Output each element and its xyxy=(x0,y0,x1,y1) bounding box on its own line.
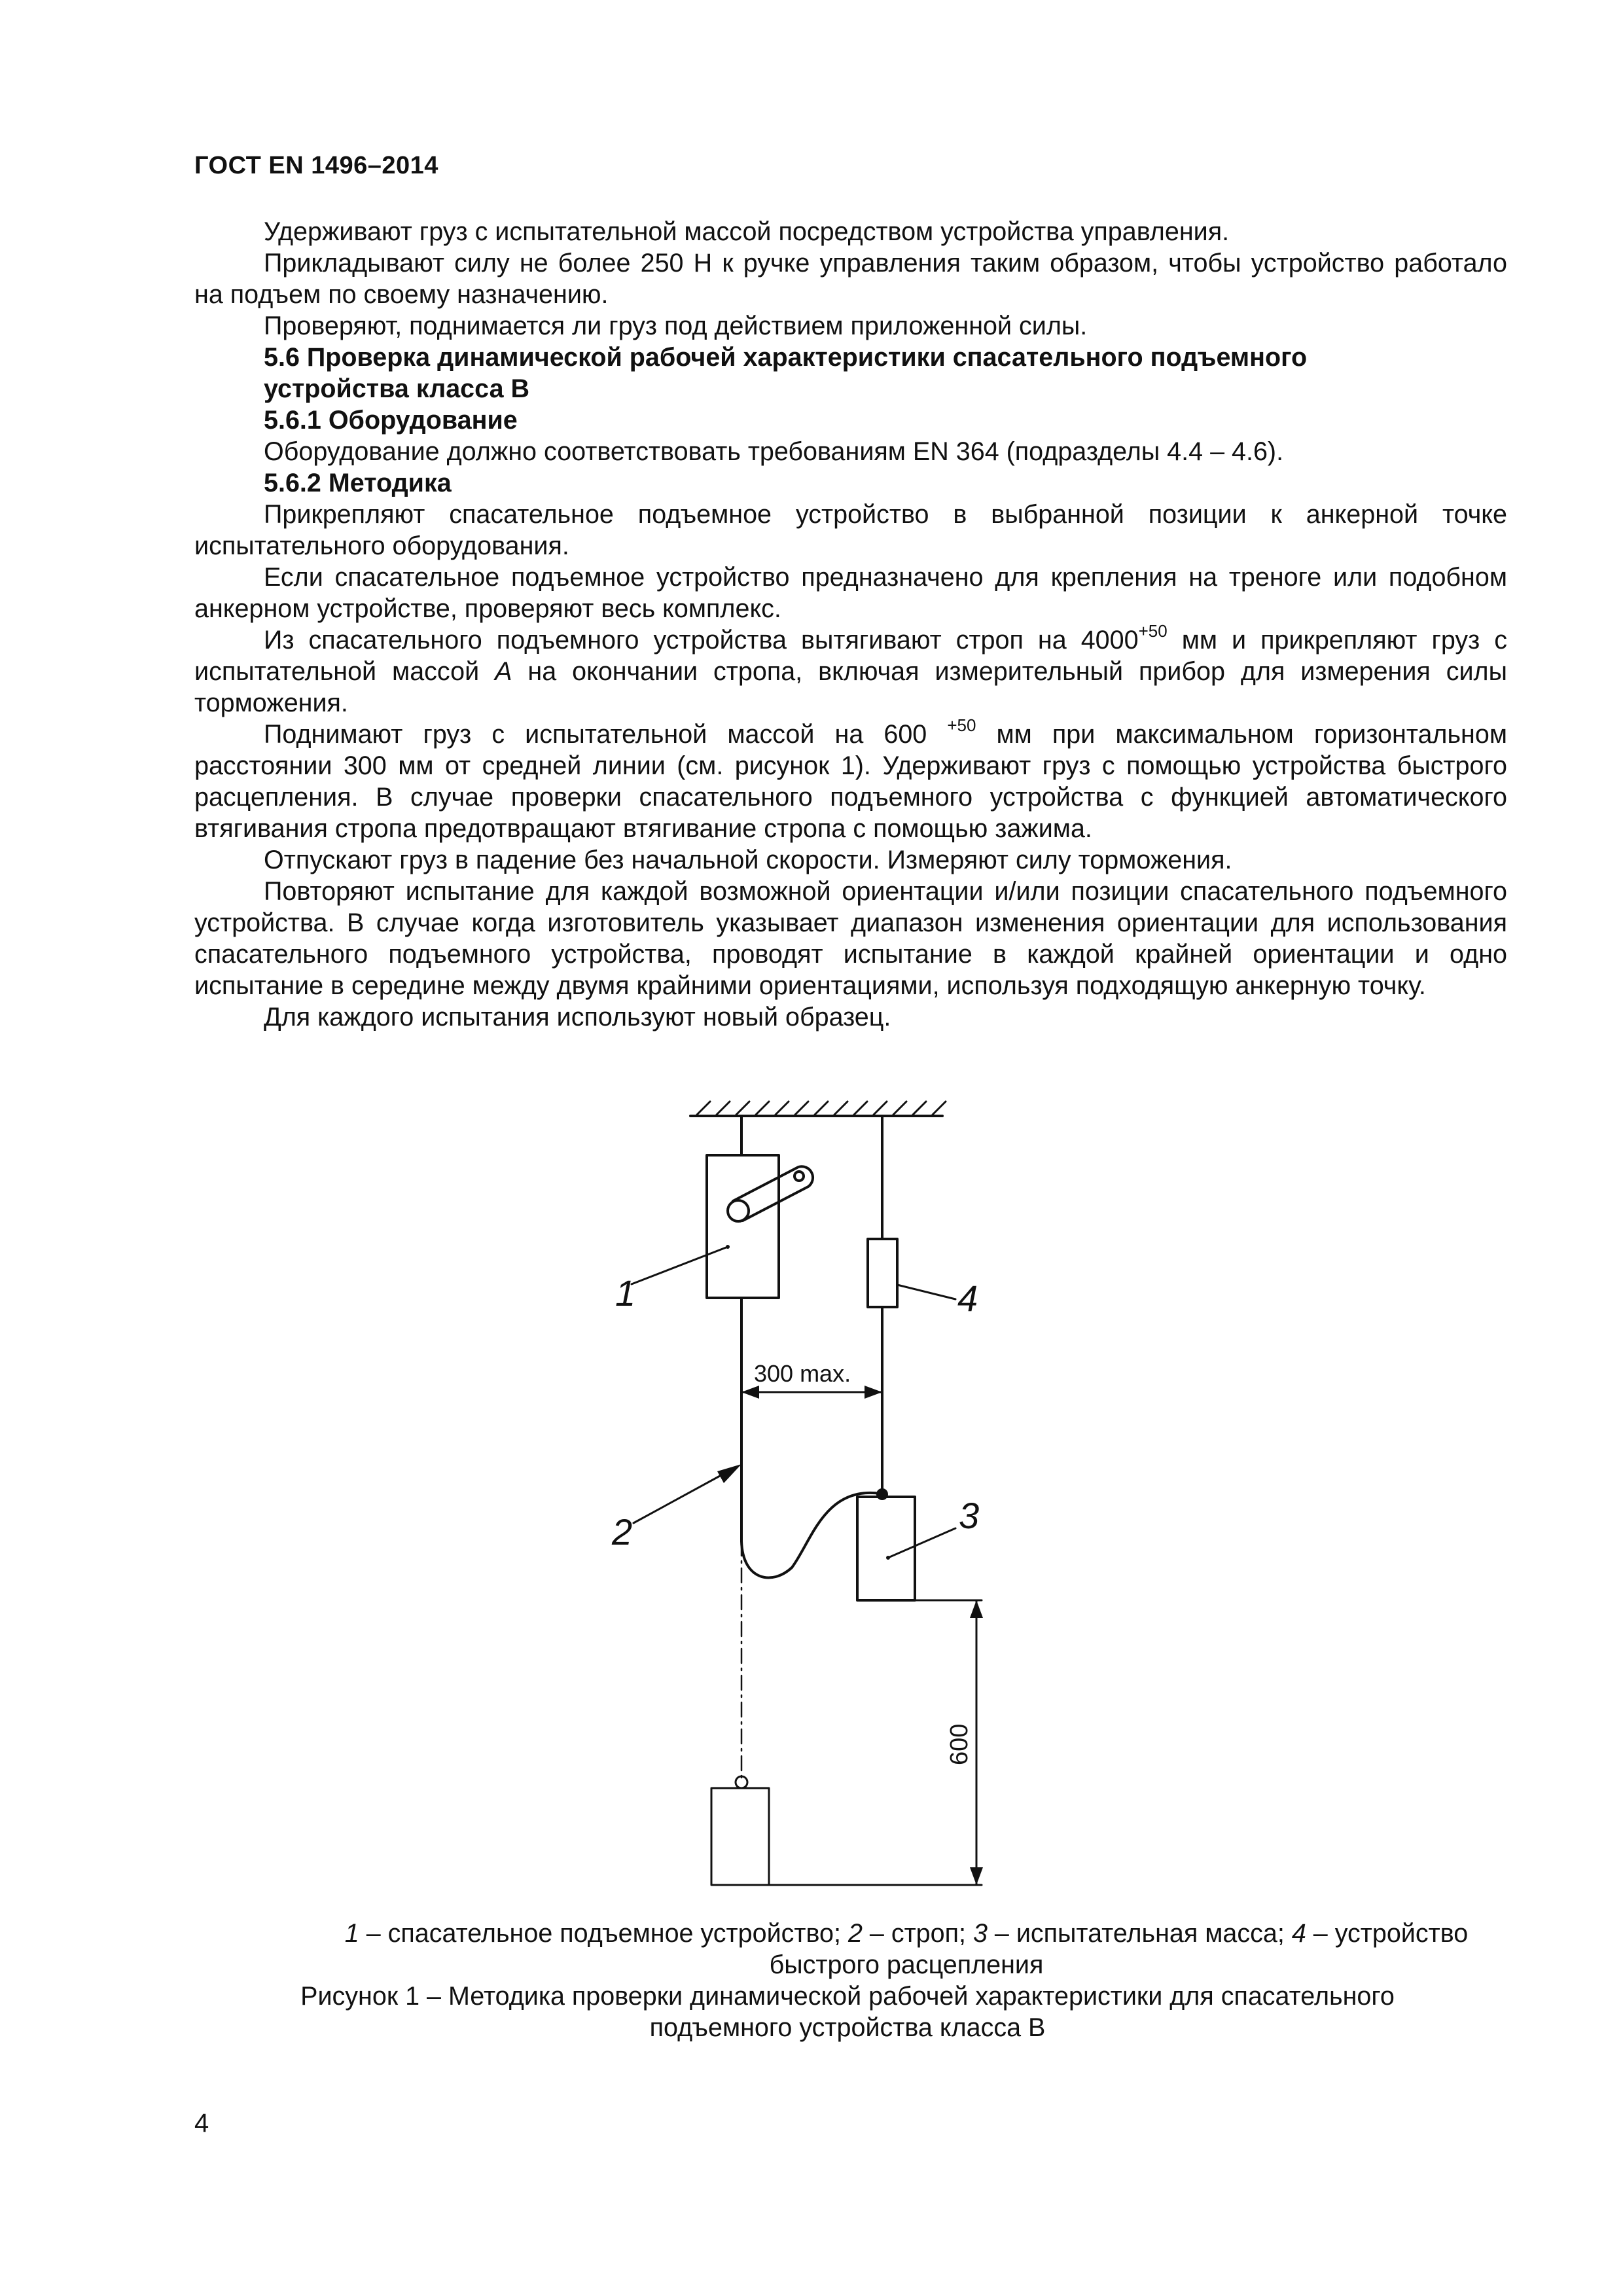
text-run: мм и прикрепляют груз с испытательной массой xyxy=(194,626,1508,686)
leader-arrow-2 xyxy=(717,1464,741,1483)
arrow-300-right xyxy=(865,1386,882,1399)
text-run: на окончании стропа, включая измерительный прибор для измерения силы торможения. xyxy=(194,657,1507,717)
arrow-600-bottom xyxy=(970,1867,983,1885)
test-setup-diagram xyxy=(609,1083,1014,1908)
rescue-lifting-device xyxy=(707,1155,779,1298)
dropped-test-mass xyxy=(711,1788,769,1885)
callout-3: 3 xyxy=(959,1495,980,1536)
crank-handle xyxy=(728,1166,813,1221)
document-header: ГОСТ EN 1496–2014 xyxy=(194,152,438,179)
lanyard xyxy=(741,1298,880,1577)
page-number: 4 xyxy=(194,2109,209,2138)
paragraph xyxy=(194,715,1507,844)
figure-caption: Рисунок 1 – Методика проверки динамической рабочей характеристики для спасательного подъемного устройства класса В xyxy=(300,1982,1395,2042)
paragraph xyxy=(194,620,1508,719)
section-heading-5-6: 5.6 Проверка динамической рабочей характеристики спасательного подъемного устройства класса В xyxy=(264,343,1308,403)
leader-line-4 xyxy=(897,1285,955,1299)
callout-1: 1 xyxy=(615,1272,636,1314)
paragraph: Прикрепляют спасательное подъемное устройство в выбранной позиции к анкерной точке испытательного оборудования. xyxy=(194,500,1507,560)
test-mass xyxy=(857,1497,915,1600)
mass-symbol: A xyxy=(495,657,512,686)
figure-legend xyxy=(308,1918,1505,1981)
tolerance-superscript: +50 xyxy=(1138,620,1168,641)
paragraph: Удерживают груз с испытательной массой посредством устройства управления. xyxy=(264,217,1230,246)
section-heading-5-6-1: 5.6.1 Оборудование xyxy=(264,406,518,435)
dimension-label-600: 600 xyxy=(946,1723,973,1765)
figure-1 xyxy=(609,1083,1014,1908)
arrow-600-top xyxy=(970,1600,983,1618)
arrow-300-left xyxy=(741,1386,759,1399)
paragraph: Проверяют, поднимается ли груз под действием приложенной силы. xyxy=(264,312,1088,340)
legend-number: 1 xyxy=(344,1919,359,1948)
body-text xyxy=(194,216,1507,1033)
paragraph: Отпускают груз в падение без начальной скорости. Измеряют силу торможения. xyxy=(264,846,1232,874)
paragraph: Для каждого испытания используют новый образец. xyxy=(264,1003,891,1031)
legend-number: 2 xyxy=(847,1919,863,1948)
ceiling-hatching xyxy=(697,1102,946,1115)
leader-line-2 xyxy=(633,1476,720,1523)
callout-2: 2 xyxy=(612,1511,633,1552)
text-run: мм при максимальном горизонтальном расстоянии 300 мм от средней линии (см. рисунок 1). Удерживают груз с помощью устройства быстрого расцепления. В случае проверки спасательного подъемного устройства с функцией автоматического втягивания стропа предотвращают втягивание стропа с помощью зажима. xyxy=(194,720,1507,843)
paragraph: Повторяют испытание для каждой возможной ориентации и/или позиции спасательного подъемного устройства. В случае когда изготовитель указывает диапазон изменения ориентации для использования спасательного подъемного устройства, проводят испытание в каждой крайней ориентации и одно испытание в середине между двумя крайними ориентациями, используя подходящую анкерную точку. xyxy=(194,877,1507,1000)
leader-line-3 xyxy=(888,1528,955,1558)
tolerance-superscript: +50 xyxy=(947,715,976,735)
text-run: Из спасательного подъемного устройства вытягивают строп на 4000 xyxy=(264,626,1139,655)
dimension-label-300: 300 max. xyxy=(754,1360,851,1387)
legend-number: 4 xyxy=(1291,1919,1306,1948)
leader-line-1 xyxy=(632,1247,728,1284)
paragraph: Если спасательное подъемное устройство предназначено для крепления на треноге или подобном анкерном устройстве, проверяют весь комплекс. xyxy=(194,563,1507,623)
legend-number: 3 xyxy=(972,1919,988,1948)
section-heading-5-6-2: 5.6.2 Методика xyxy=(264,469,452,497)
paragraph: Прикладывают силу не более 250 Н к ручке управления таким образом, чтобы устройство работало на подъем по своему назначению. xyxy=(194,249,1507,309)
legend-text: – устройство быстрого расцепления xyxy=(769,1919,1469,1979)
legend-text: – строп; xyxy=(862,1919,973,1948)
text-run: Поднимают груз с испытательной массой на 600 xyxy=(264,720,948,749)
paragraph: Оборудование должно соответствовать требованиям EN 364 (подразделы 4.4 – 4.6). xyxy=(264,437,1284,466)
callout-4: 4 xyxy=(957,1278,978,1319)
quick-release-device xyxy=(868,1239,897,1307)
legend-text: – спасательное подъемное устройство; xyxy=(359,1919,848,1948)
legend-text: – испытательная масса; xyxy=(987,1919,1292,1948)
mass-attachment-point xyxy=(876,1488,888,1500)
